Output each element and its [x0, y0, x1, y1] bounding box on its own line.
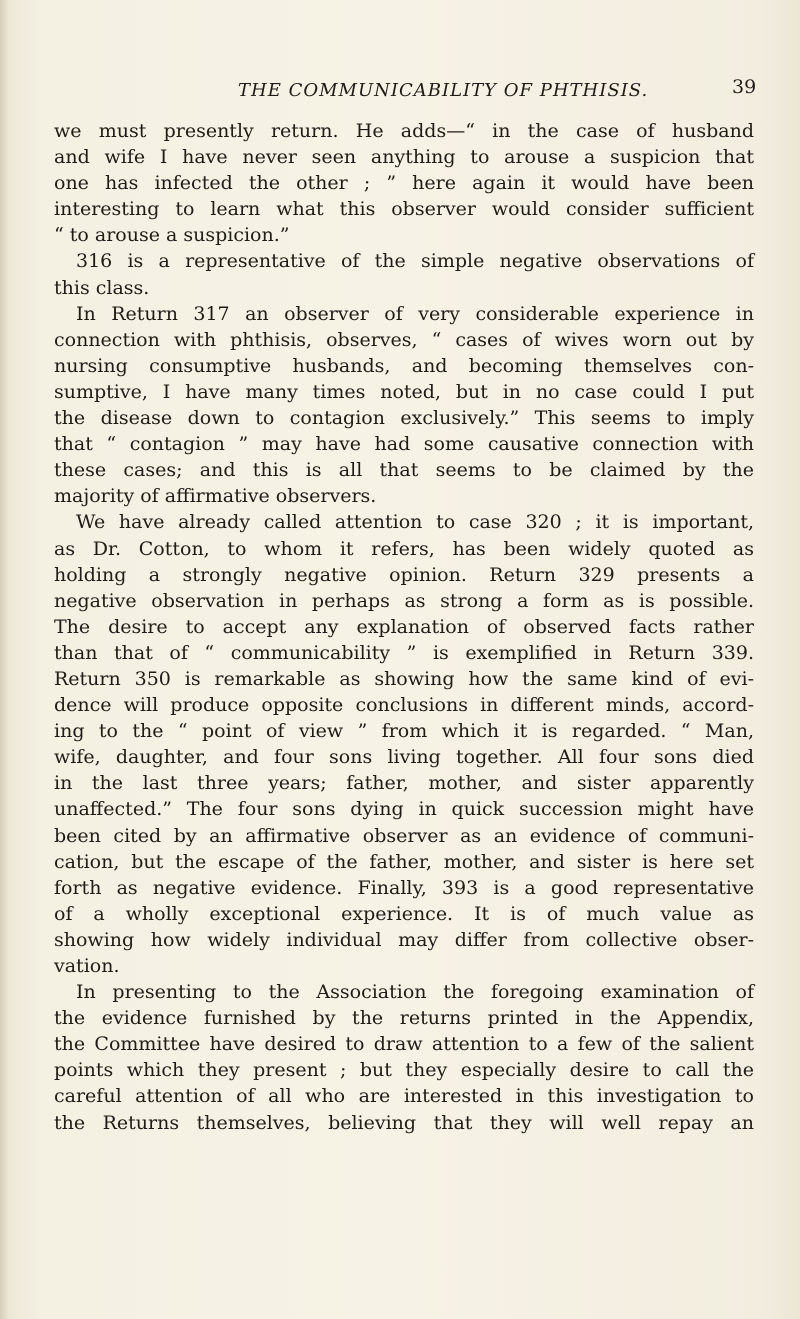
- text-line: as Dr. Cotton, to whom it refers, has been widely quoted as: [54, 537, 754, 560]
- text-line: showing how widely individual may differ from collective obser-: [54, 928, 754, 951]
- text-line: one has infected the other ; ” here again it would have been: [54, 172, 754, 195]
- text-line: these cases; and this is all that seems to be claimed by the: [54, 459, 754, 482]
- text-line: The desire to accept any explanation of observed facts rather: [54, 615, 754, 638]
- text-line: careful attention of all who are interested in this investigation to: [54, 1085, 754, 1108]
- text-line: majority of affirmative observers.: [54, 485, 377, 508]
- text-line: nursing consumptive husbands, and becoming themselves con-: [54, 354, 754, 377]
- text-line: in the last three years; father, mother, and sister apparently: [54, 772, 754, 795]
- text-line: 316 is a representative of the simple negative observations of: [76, 250, 754, 273]
- text-line: In presenting to the Association the foregoing examination of: [76, 981, 754, 1004]
- text-line: dence will produce opposite conclusions in different minds, accord-: [54, 694, 754, 717]
- text-line: ing to the “ point of view ” from which it is regarded. “ Man,: [54, 720, 754, 743]
- text-line: points which they present ; but they especially desire to call the: [54, 1059, 754, 1082]
- text-line: the evidence furnished by the returns printed in the Appendix,: [54, 1007, 754, 1030]
- text-line: We have already called attention to case 320 ; it is important,: [76, 511, 754, 534]
- text-line: Return 350 is remarkable as showing how the same kind of evi-: [54, 667, 754, 690]
- text-line: of a wholly exceptional experience. It is of much value as: [54, 902, 754, 925]
- text-line: connection with phthisis, observes, “ cases of wives worn out by: [54, 328, 754, 351]
- text-line: and wife I have never seen anything to arouse a suspicion that: [54, 146, 754, 169]
- text-line: sumptive, I have many times noted, but in no case could I put: [54, 380, 754, 403]
- text-line: unaffected.” The four sons dying in quick succession might have: [54, 798, 754, 821]
- text-line: negative observation in perhaps as strong a form as is possible.: [54, 589, 754, 612]
- text-line: than that of “ communicability ” is exemplified in Return 339.: [54, 641, 754, 664]
- page-gutter-shadow: [0, 0, 10, 1319]
- text-line: vation.: [54, 955, 120, 977]
- text-line: this class.: [54, 276, 150, 299]
- text-line: been cited by an affirmative observer as an evidence of communi-: [54, 824, 754, 847]
- text-line: we must presently return. He adds—“ in the case of husband: [54, 120, 754, 142]
- body-text: [54, 118, 754, 1136]
- text-line: In Return 317 an observer of very considerable experience in: [76, 302, 754, 325]
- running-head: THE COMMUNICABILITY OF PHTHISIS.: [238, 80, 649, 101]
- text-line: holding a strongly negative opinion. Return 329 presents a: [54, 563, 754, 586]
- text-line: “ to arouse a suspicion.”: [54, 224, 290, 247]
- text-line: the disease down to contagion exclusively.” This seems to imply: [54, 407, 754, 430]
- text-line: that “ contagion ” may have had some causative connection with: [54, 433, 754, 456]
- page-number: 39: [732, 76, 757, 98]
- text-line: wife, daughter, and four sons living together. All four sons died: [54, 746, 754, 769]
- text-line: interesting to learn what this observer would consider sufficient: [54, 198, 754, 221]
- text-line: the Committee have desired to draw attention to a few of the salient: [54, 1033, 754, 1056]
- text-line: forth as negative evidence. Finally, 393 is a good representative: [54, 876, 754, 899]
- text-line: the Returns themselves, believing that they will well repay an: [54, 1111, 754, 1134]
- text-line: cation, but the escape of the father, mother, and sister is here set: [54, 850, 754, 873]
